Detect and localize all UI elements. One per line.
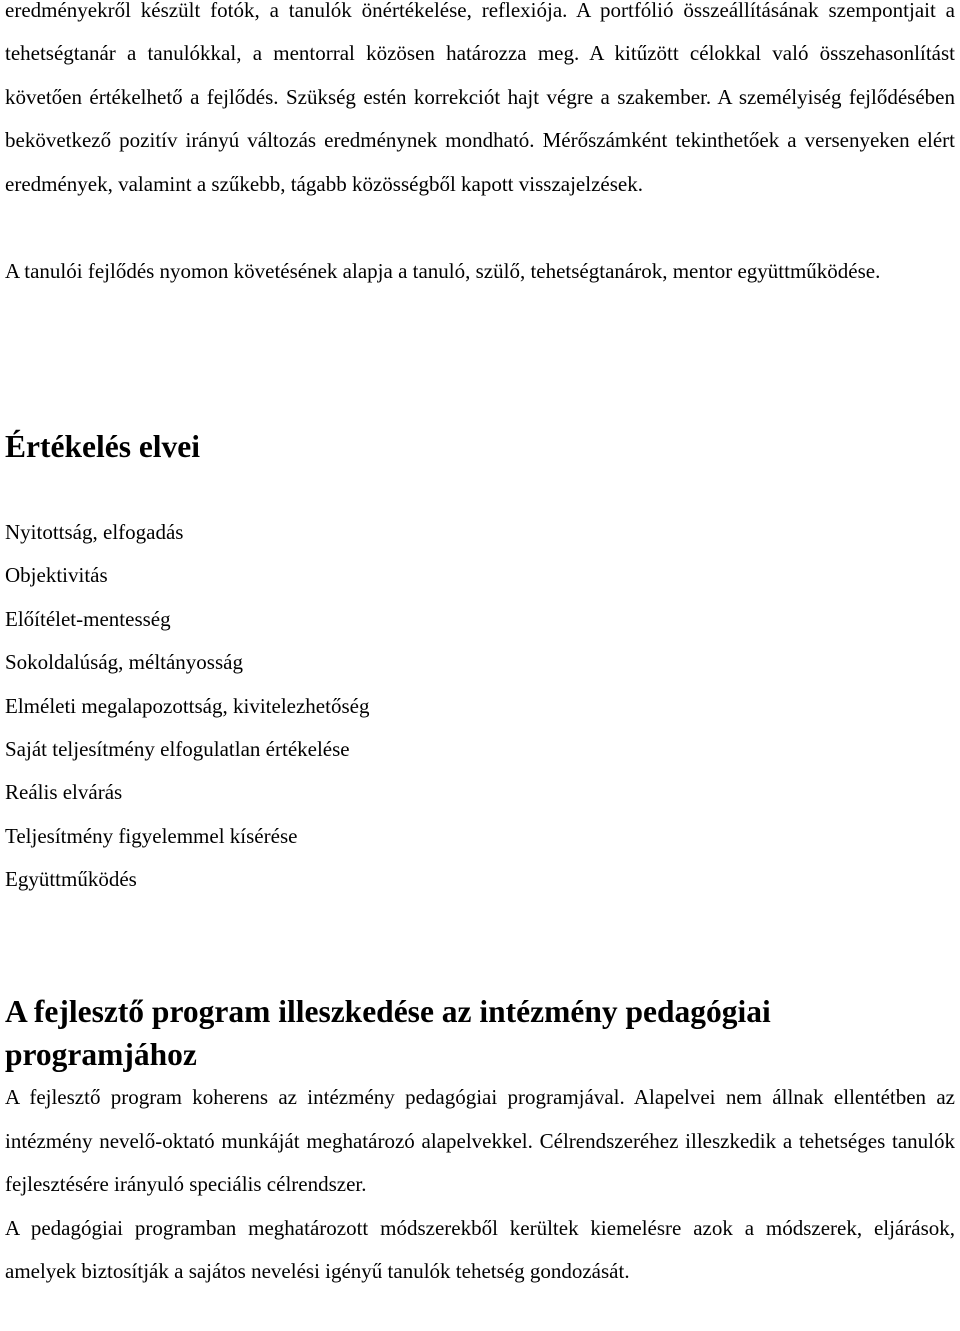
list-item: Reális elvárás xyxy=(5,780,123,805)
list-item: Objektivitás xyxy=(5,563,108,588)
program-heading: A fejlesztő program illeszkedése az intézmény pedagógiai programjához xyxy=(5,994,771,1072)
list-item: Elméleti megalapozottság, kivitelezhetőség xyxy=(5,693,370,718)
tracking-paragraph: A tanulói fejlődés nyomon követésének alapja a tanuló, szülő, tehetségtanárok, mentor együttműködése. xyxy=(5,259,881,283)
list-item: Nyitottság, elfogadás xyxy=(5,520,184,544)
list-item: Együttműködés xyxy=(5,867,137,892)
intro-block xyxy=(5,0,955,206)
list-item: Saját teljesítmény elfogulatlan értékelése xyxy=(5,736,350,761)
principles-list xyxy=(5,511,369,902)
list-item: Sokoldalúság, méltányosság xyxy=(5,650,243,675)
list-item: Teljesítmény figyelemmel kísérése xyxy=(5,823,298,848)
program-block xyxy=(5,1076,955,1294)
tracking-block xyxy=(5,250,955,293)
list-item: Előítélet-mentesség xyxy=(5,606,171,631)
program-paragraph-1: A fejlesztő program koherens az intézmény pedagógiai programjával. Alapelvei nem állnak ellentétben az intézmény nevelő-oktató munkáját meghatározó alapelvekkel. Célrendszeréhez illeszkedik a tehetséges tanulók fejlesztésére irányuló speciális célrendszer. xyxy=(5,1085,955,1197)
evaluation-heading: Értékelés elvei xyxy=(5,429,201,464)
program-paragraph-2: A pedagógiai programban meghatározott módszerekből kerültek kiemelésre azok a módszerek, eljárások, amelyek biztosítják a sajátos nevelési igényű tanulók tehetség gondozását. xyxy=(5,1215,955,1284)
intro-paragraph: eredményekről készült fotók, a tanulók önértékelése, reflexiója. A portfólió összeállításának szempontjait a tehetségtanár a tanulókkal, a mentorral közösen határozza meg. A kitűzött célokkal való összehasonlítást követően értékelhető a fejlődés. Szükség estén korrekciót hajt végre a szakember. A személyiség fejlődésében bekövetkező pozitív irányú változás eredménynek mondható. Mérőszámként tekinthetőek a versenyeken elért eredmények, valamint a szűkebb, tágabb közösségből kapott visszajelzések. xyxy=(5,0,955,196)
